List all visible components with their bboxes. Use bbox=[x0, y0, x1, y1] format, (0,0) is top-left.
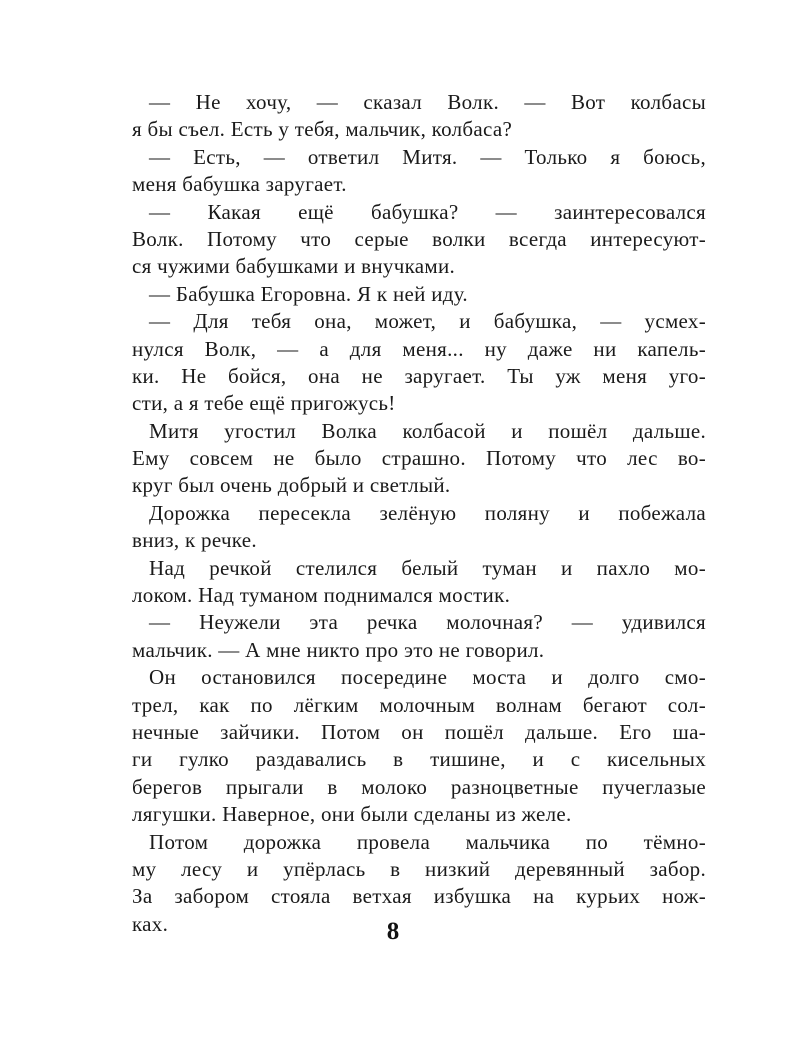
text-line: нечные зайчики. Потом он пошёл дальше. Его ша- bbox=[132, 719, 706, 744]
paragraph bbox=[132, 281, 706, 308]
paragraph bbox=[132, 500, 706, 555]
text-line: мальчик. — А мне никто про это не говорил. bbox=[132, 637, 545, 662]
text-line: Потом дорожка провела мальчика по тёмно- bbox=[149, 829, 706, 854]
text-line: му лесу и упёрлась в низкий деревянный забор. bbox=[132, 856, 706, 881]
body-text bbox=[132, 89, 706, 938]
text-line: меня бабушка заругает. bbox=[132, 172, 347, 197]
text-line: ги гулко раздавались в тишине, и с кисельных bbox=[132, 747, 706, 772]
text-line: За забором стояла ветхая избушка на курьих нож- bbox=[132, 884, 706, 909]
text-line: ках. bbox=[132, 911, 169, 936]
text-line: вниз, к речке. bbox=[132, 528, 257, 553]
text-line: — Есть, — ответил Митя. — Только я боюсь, bbox=[149, 144, 706, 169]
text-line: трел, как по лёгким молочным волнам бегают сол- bbox=[132, 692, 706, 717]
paragraph bbox=[132, 664, 706, 828]
text-line: круг был очень добрый и светлый. bbox=[132, 473, 451, 498]
text-line: лягушки. Наверное, они были сделаны из желе. bbox=[132, 802, 572, 827]
text-line: Дорожка пересекла зелёную поляну и побежала bbox=[149, 500, 706, 525]
text-line: Волк. Потому что серые волки всегда интересуют- bbox=[132, 226, 706, 251]
text-line: — Бабушка Егоровна. Я к ней иду. bbox=[149, 281, 468, 306]
text-line: берегов прыгали в молоко разноцветные пучеглазые bbox=[132, 774, 706, 799]
page-number: 8 bbox=[386, 918, 400, 945]
paragraph bbox=[132, 609, 706, 664]
paragraph bbox=[132, 418, 706, 500]
text-line: ки. Не бойся, она не заругает. Ты уж меня уго- bbox=[132, 363, 706, 388]
text-line: сти, а я тебе ещё пригожусь! bbox=[132, 391, 396, 416]
paragraph bbox=[132, 308, 706, 418]
paragraph bbox=[132, 89, 706, 144]
text-line: Ему совсем не было страшно. Потому что лес во- bbox=[132, 446, 706, 471]
text-line: — Какая ещё бабушка? — заинтересовался bbox=[149, 199, 706, 224]
paragraph bbox=[132, 199, 706, 281]
text-line: Он остановился посередине моста и долго смо- bbox=[149, 665, 706, 690]
text-line: — Для тебя она, может, и бабушка, — усмех- bbox=[149, 309, 706, 334]
text-line: Митя угостил Волка колбасой и пошёл дальше. bbox=[149, 418, 706, 443]
text-line: локом. Над туманом поднимался мостик. bbox=[132, 583, 511, 608]
paragraph bbox=[132, 555, 706, 610]
text-line: ся чужими бабушками и внучками. bbox=[132, 254, 456, 279]
paragraph bbox=[132, 144, 706, 199]
text-line: я бы съел. Есть у тебя, мальчик, колбаса? bbox=[132, 117, 513, 142]
text-line: — Не хочу, — сказал Волк. — Вот колбасы bbox=[149, 90, 706, 114]
text-line: Над речкой стелился белый туман и пахло мо- bbox=[149, 555, 706, 580]
text-line: — Неужели эта речка молочная? — удивился bbox=[149, 610, 706, 635]
text-line: нулся Волк, — а для меня... ну даже ни капель- bbox=[132, 336, 706, 361]
